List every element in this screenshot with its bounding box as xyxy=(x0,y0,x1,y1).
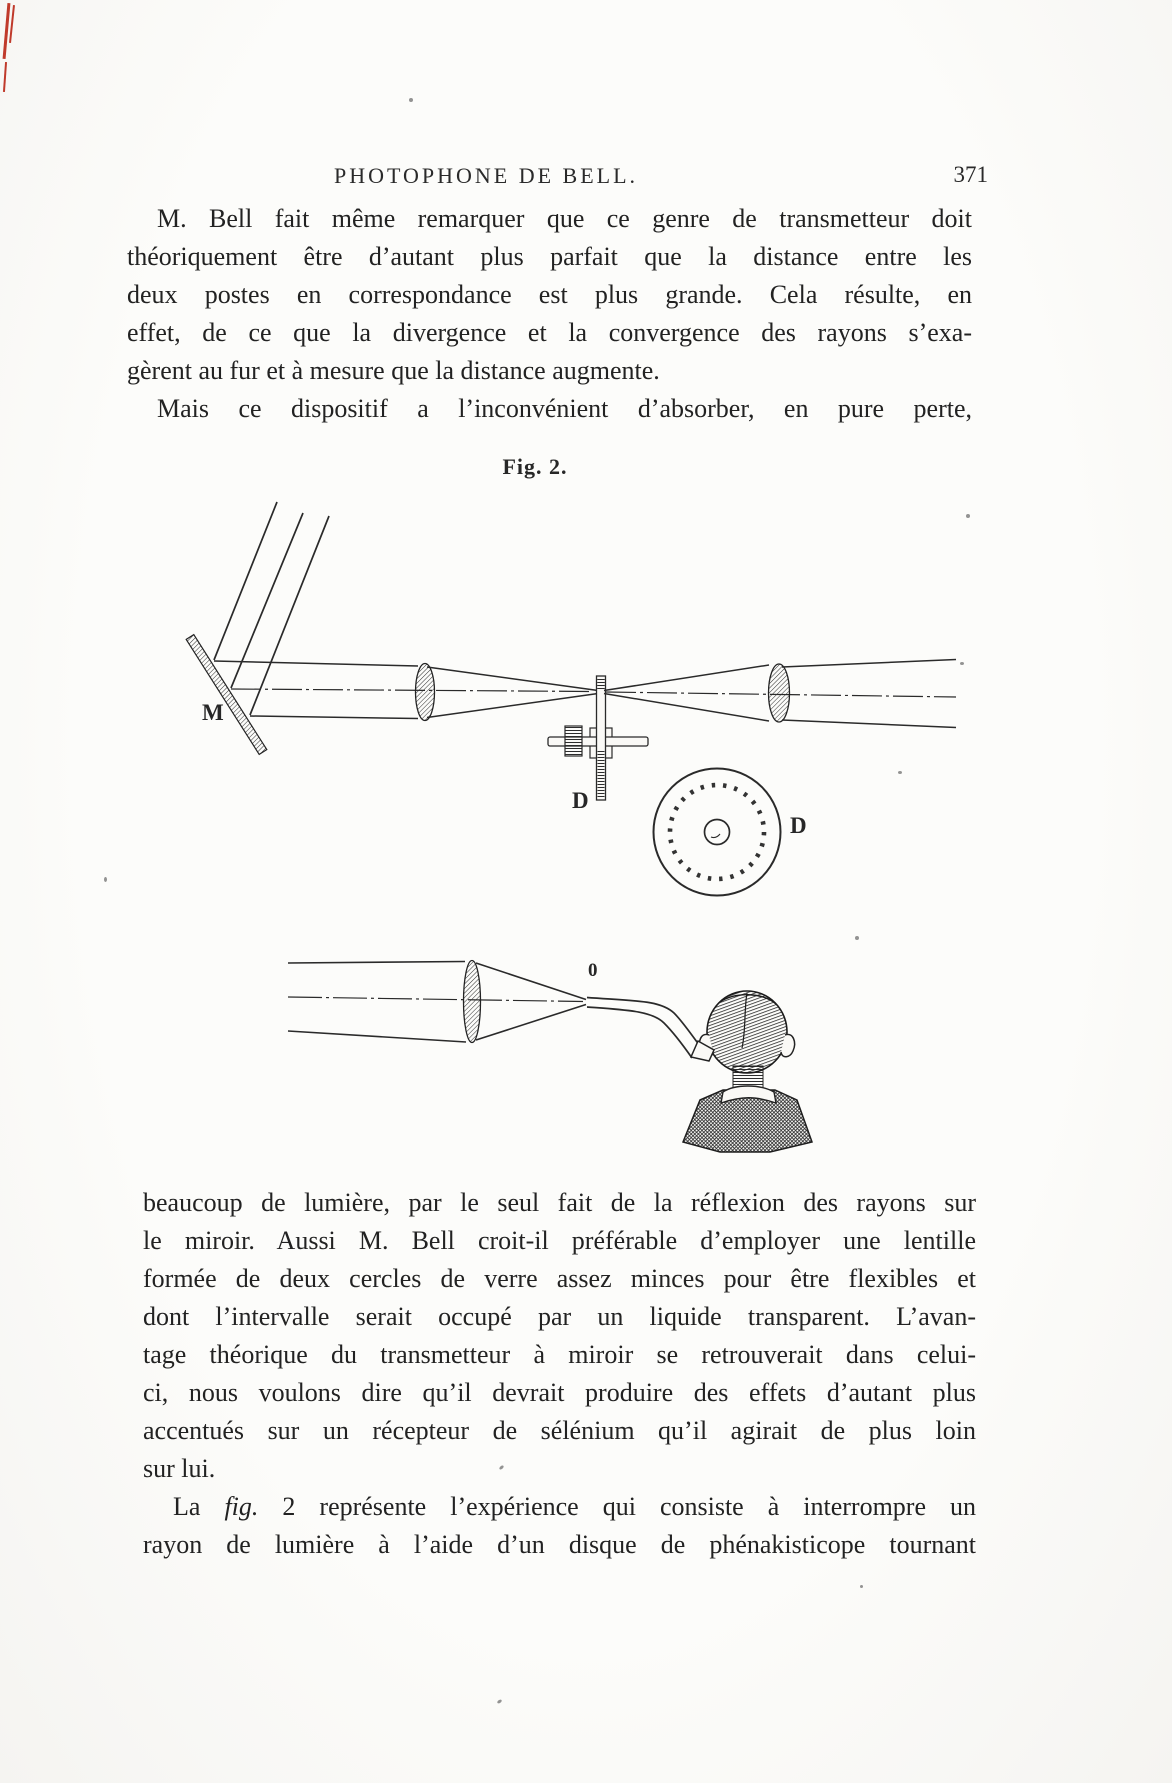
label-mirror: M xyxy=(202,700,224,725)
text-line: ci, nous voulons dire qu’il devrait produire des effets d’autant plus xyxy=(143,1378,976,1407)
label-focus: 0 xyxy=(588,960,598,981)
text-line: M. Bell fait même remarquer que ce genre de transmetteur doit xyxy=(157,204,972,233)
reflected-beam xyxy=(214,661,593,719)
text-line: formée de deux cercles de verre assez minces pour être flexibles et xyxy=(143,1264,976,1293)
converging-rays xyxy=(427,667,598,718)
text-line: rayon de lumière à l’aide d’un disque de phénakisticope tournant xyxy=(143,1530,976,1559)
text-line xyxy=(143,1488,976,1526)
text-line: deux postes en correspondance est plus grande. Cela résulte, en xyxy=(127,280,972,309)
text-fragment-italic: fig. xyxy=(224,1492,259,1521)
text-block-top xyxy=(127,200,972,428)
listener-head xyxy=(683,991,812,1152)
text-line: beaucoup de lumière, par le seul fait de la réflexion des rayons sur xyxy=(143,1188,976,1217)
label-disc-edge: D xyxy=(572,788,589,813)
text-line: tage théorique du transmetteur à miroir se retrouverait dans celui- xyxy=(143,1340,976,1369)
label-disc-face: D xyxy=(790,813,807,838)
listener-bust xyxy=(683,1090,812,1152)
text-block-bottom xyxy=(143,1184,976,1564)
receiver-lens xyxy=(464,961,481,1043)
running-title: PHOTOPHONE DE BELL. xyxy=(333,163,639,188)
text-line: théoriquement être d’autant plus parfait que la distance entre les xyxy=(127,242,972,271)
scan-speck xyxy=(860,1585,863,1588)
text-line: le miroir. Aussi M. Bell croit-il préférable d’employer une lentille xyxy=(143,1226,976,1255)
scan-red-mark xyxy=(9,5,15,43)
mirror xyxy=(186,635,267,755)
text-line: gèrent au fur et à mesure que la distance augmente. xyxy=(127,356,660,385)
text-line: Mais ce dispositif a l’inconvénient d’absorber, en pure perte, xyxy=(157,394,972,423)
lens-1 xyxy=(416,664,435,721)
disc-edge-on xyxy=(548,676,648,800)
incident-rays xyxy=(214,502,329,715)
text-fragment: 2 représente l’expérience qui consiste à interrompre un xyxy=(258,1492,976,1521)
hearing-tube xyxy=(587,998,714,1062)
scan-speck xyxy=(497,1699,503,1704)
text-line: dont l’intervalle serait occupé par un liquide transparent. L’avan- xyxy=(143,1302,976,1331)
scan-speck xyxy=(409,98,413,102)
figure-caption: Fig. 2. xyxy=(502,454,568,479)
lens-2 xyxy=(769,664,790,722)
figure-engraving xyxy=(0,490,1172,1190)
text-line: sur lui. xyxy=(143,1454,216,1483)
output-beam xyxy=(782,660,956,728)
receiver-beam xyxy=(288,962,583,1043)
page-number: 371 xyxy=(953,162,988,187)
scan-red-mark xyxy=(3,62,7,92)
text-line: effet, de ce que la divergence et la convergence des rayons s’exa- xyxy=(127,318,972,347)
text-line: accentués sur un récepteur de sélénium qu’il agirait de plus loin xyxy=(143,1416,976,1445)
disc-face-on xyxy=(654,769,781,896)
text-fragment: La xyxy=(173,1492,225,1521)
